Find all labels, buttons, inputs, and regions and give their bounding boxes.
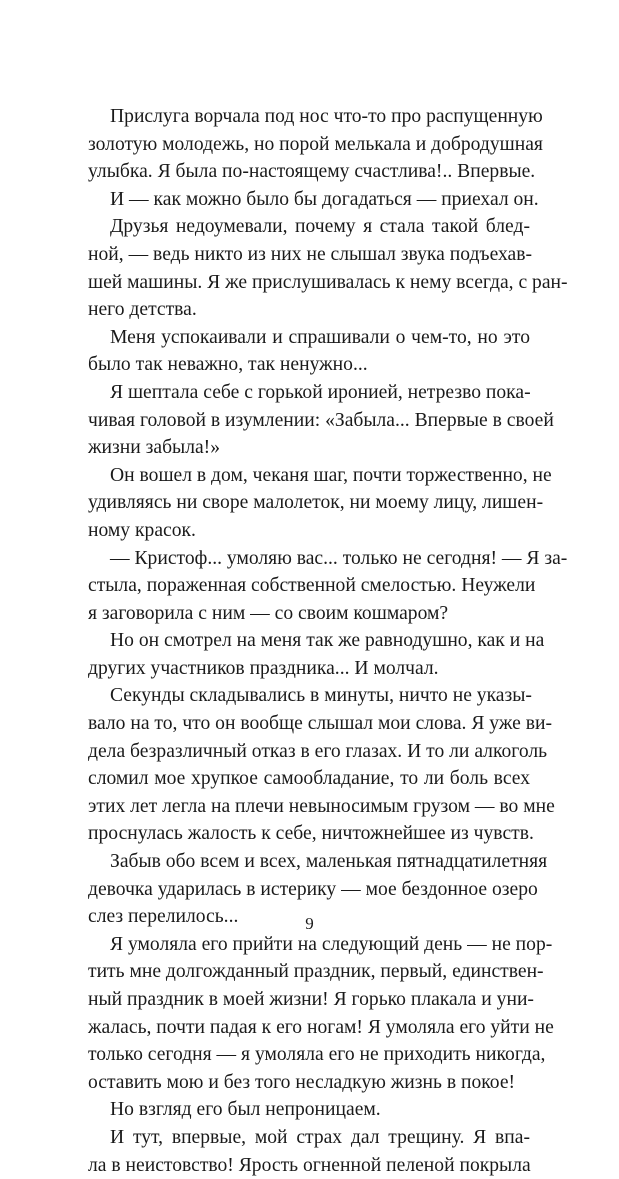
text-line: ной, — ведь никто из них не слышал звука подъехав-: [88, 243, 533, 265]
page-number: 9: [305, 914, 314, 933]
text-line: Меня успокаивали и спрашивали о чем-то, но это: [110, 326, 530, 348]
text-line: дела безразличный отказ в его глазах. И то ли алкоголь: [88, 740, 548, 762]
text-line: Забыв обо всем и всех, маленькая пятнадцатилетняя: [110, 851, 548, 873]
text-line: шей машины. Я же прислушивалась к нему всегда, с ран-: [88, 271, 568, 293]
text-line: было так неважно, так ненужно...: [88, 354, 368, 376]
text-line: тить мне долгожданный праздник, первый, единствен-: [88, 961, 544, 983]
text-line: девочка ударилась в истерику — мое бездонное озеро: [88, 878, 538, 900]
text-line: золотую молодежь, но порой мелькала и добродушная: [88, 133, 543, 155]
body-text: [88, 103, 568, 1179]
text-line: Секунды складывались в минуты, ничто не указы-: [110, 685, 532, 707]
text-line: улыбка. Я была по-настоящему счастлива!.. Впервые.: [88, 161, 536, 183]
text-line: Он вошел в дом, чеканя шаг, почти торжественно, не: [110, 464, 552, 486]
text-line: И тут, впервые, мой страх дал трещину. Я впа-: [110, 1126, 530, 1148]
text-line: оставить мою и без того несладкую жизнь в покое!: [88, 1071, 516, 1093]
text-line: только сегодня — я умоляла его не приходить никогда,: [88, 1044, 546, 1066]
text-line: Я умоляла его прийти на следующий день — не пор-: [110, 933, 553, 955]
text-line: ла в неистовство! Ярость огненной пеленой покрыла: [88, 1154, 531, 1176]
text-line: жалась, почти падая к его ногам! Я умоляла его уйти не: [88, 1016, 554, 1038]
text-line: ный праздник в моей жизни! Я горько плакала и уни-: [88, 989, 534, 1010]
text-line: Но взгляд его был непроницаем.: [110, 1099, 381, 1121]
text-line: — Кристоф... умоляю вас... только не сегодня! — Я за-: [110, 547, 568, 569]
text-line: удивляясь ни своре малолеток, ни моему лицу, лишен-: [88, 492, 544, 514]
text-line: него детства.: [88, 299, 197, 321]
text-line: Я шептала себе с горькой иронией, нетрезво пока-: [110, 381, 531, 403]
text-line: Но он смотрел на меня так же равнодушно, как и на: [110, 630, 545, 652]
text-line: других участников праздника... И молчал.: [88, 657, 439, 679]
text-line: ному красок.: [88, 519, 196, 541]
text-line: я заговорила с ним — со своим кошмаром?: [88, 602, 449, 624]
text-line: стыла, пораженная собственной смелостью. Неужели: [88, 575, 536, 597]
text-line: вало на то, что он вообще слышал мои слова. Я уже ви-: [88, 713, 552, 735]
text-line: проснулась жалость к себе, ничтожнейшее из чувств.: [88, 823, 534, 845]
text-line: сломил мое хрупкое самообладание, то ли боль всех: [88, 768, 530, 790]
text-line: этих лет легла на плечи невыносимым грузом — во мне: [88, 795, 555, 817]
text-line: слез перелилось...: [88, 906, 239, 928]
text-line: чивая головой в изумлении: «Забыла... Впервые в своей: [88, 409, 554, 431]
text-line: И — как можно было бы догадаться — приехал он.: [110, 188, 539, 210]
text-line: Друзья недоумевали, почему я стала такой блед-: [110, 216, 530, 238]
text-line: Прислуга ворчала под нос что-то про распущенную: [110, 106, 543, 127]
text-line: жизни забыла!»: [88, 437, 220, 459]
